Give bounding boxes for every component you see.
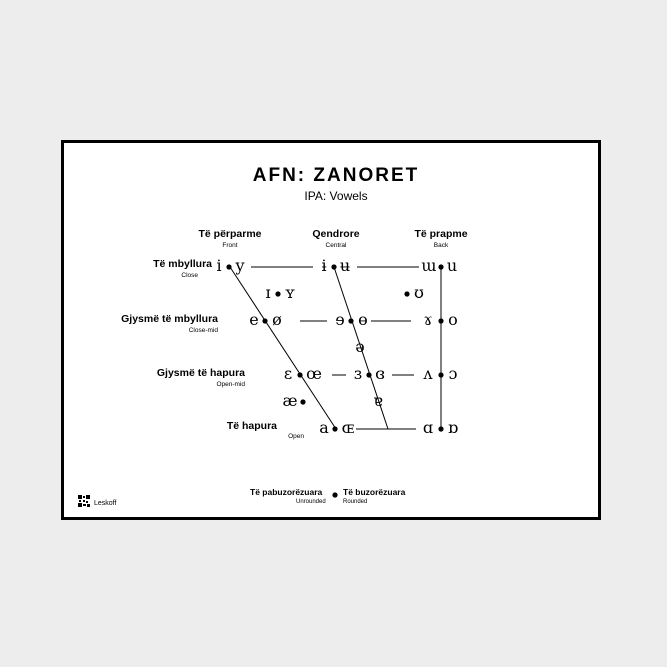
row-close-sub: Close (181, 272, 198, 279)
dot-open-front (332, 426, 337, 431)
vowel-reversed-epsilon: ɜ (353, 364, 363, 384)
column-front-sub: Front (222, 242, 238, 249)
vowel-y: y (235, 256, 245, 276)
dot-close-mid-central (348, 318, 353, 323)
dot-near-open-front (300, 399, 305, 404)
column-central-label: Qendrore (312, 228, 360, 240)
vowel-turned-script-a: ɒ (447, 418, 459, 438)
vowel-epsilon: ɛ (283, 364, 293, 384)
vowel-trapezoid (64, 143, 598, 517)
poster (61, 140, 601, 520)
column-central-sub: Central (325, 242, 347, 249)
vowel-i: i (216, 256, 222, 276)
vowel-turned-v: ʌ (423, 364, 433, 384)
vowel-rams-horn: ɤ (423, 310, 433, 330)
vowel-script-a: ɑ (422, 418, 434, 438)
vowel-open-o: ɔ (448, 364, 458, 384)
row-close-mid-label: Gjysmë të mbyllura (121, 313, 218, 325)
vowel-barred-o: ɵ (358, 310, 368, 330)
vowel-barred-u: ʉ (339, 256, 351, 276)
dot-close-back (438, 264, 443, 269)
legend-unrounded-sub: Unrounded (296, 499, 326, 505)
vowel-turned-a: ɐ (373, 391, 383, 411)
dot-near-close-front (275, 291, 280, 296)
vowel-schwa: ə (355, 337, 365, 357)
row-open-mid-sub: Open-mid (216, 381, 245, 388)
vowel-ash: æ (282, 391, 298, 411)
vowel-u: u (446, 256, 458, 276)
dot-open-mid-back (438, 372, 443, 377)
vowel-upsilon: ʊ (414, 283, 424, 303)
legend-dot (332, 492, 337, 497)
vowel-closed-reversed-epsilon: ɞ (375, 364, 385, 384)
column-back-label: Të prapme (414, 228, 468, 240)
dot-close-central (331, 264, 336, 269)
brand-name: Leskoff (94, 500, 117, 507)
vowel-e: e (249, 310, 259, 330)
vowel-barred-i: ɨ (321, 256, 327, 276)
vowel-small-cap-i: ɪ (265, 283, 271, 303)
dot-near-close-back (404, 291, 409, 296)
vowel-o-slash: ø (272, 310, 282, 330)
vowel-small-cap-oe: ɶ (341, 418, 355, 438)
row-close-mid-sub: Close-mid (188, 327, 218, 334)
dot-open-mid-front (297, 372, 302, 377)
row-open-sub: Open (288, 433, 304, 440)
qr-code-icon (78, 495, 90, 507)
row-open-label: Të hapura (226, 420, 277, 432)
dot-close-mid-back (438, 318, 443, 323)
vowel-o: o (448, 310, 458, 330)
dot-open-mid-central (366, 372, 371, 377)
vowel-turned-m: ɯ (421, 256, 437, 276)
poster-subtitle: IPA: Vowels (304, 189, 368, 203)
vowel-reversed-e: ɘ (335, 310, 345, 330)
dot-close-front (226, 264, 231, 269)
poster-title: AFN: ZANORET (252, 165, 420, 186)
row-open-mid-label: Gjysmë të hapura (156, 367, 245, 379)
dot-close-mid-front (262, 318, 267, 323)
vowel-small-cap-y: ʏ (284, 283, 296, 303)
row-close-label: Të mbyllura (153, 258, 212, 270)
legend-rounded-sub: Rounded (343, 499, 368, 505)
vowel-a: a (319, 418, 329, 438)
legend-rounded-label: Të buzorëzuara (343, 487, 406, 497)
dot-open-back (438, 426, 443, 431)
vowel-oe: œ (306, 364, 322, 384)
column-back-sub: Back (433, 242, 449, 249)
column-front-label: Të përparme (198, 228, 262, 240)
legend-unrounded-label: Të pabuzorëzuara (250, 487, 323, 497)
